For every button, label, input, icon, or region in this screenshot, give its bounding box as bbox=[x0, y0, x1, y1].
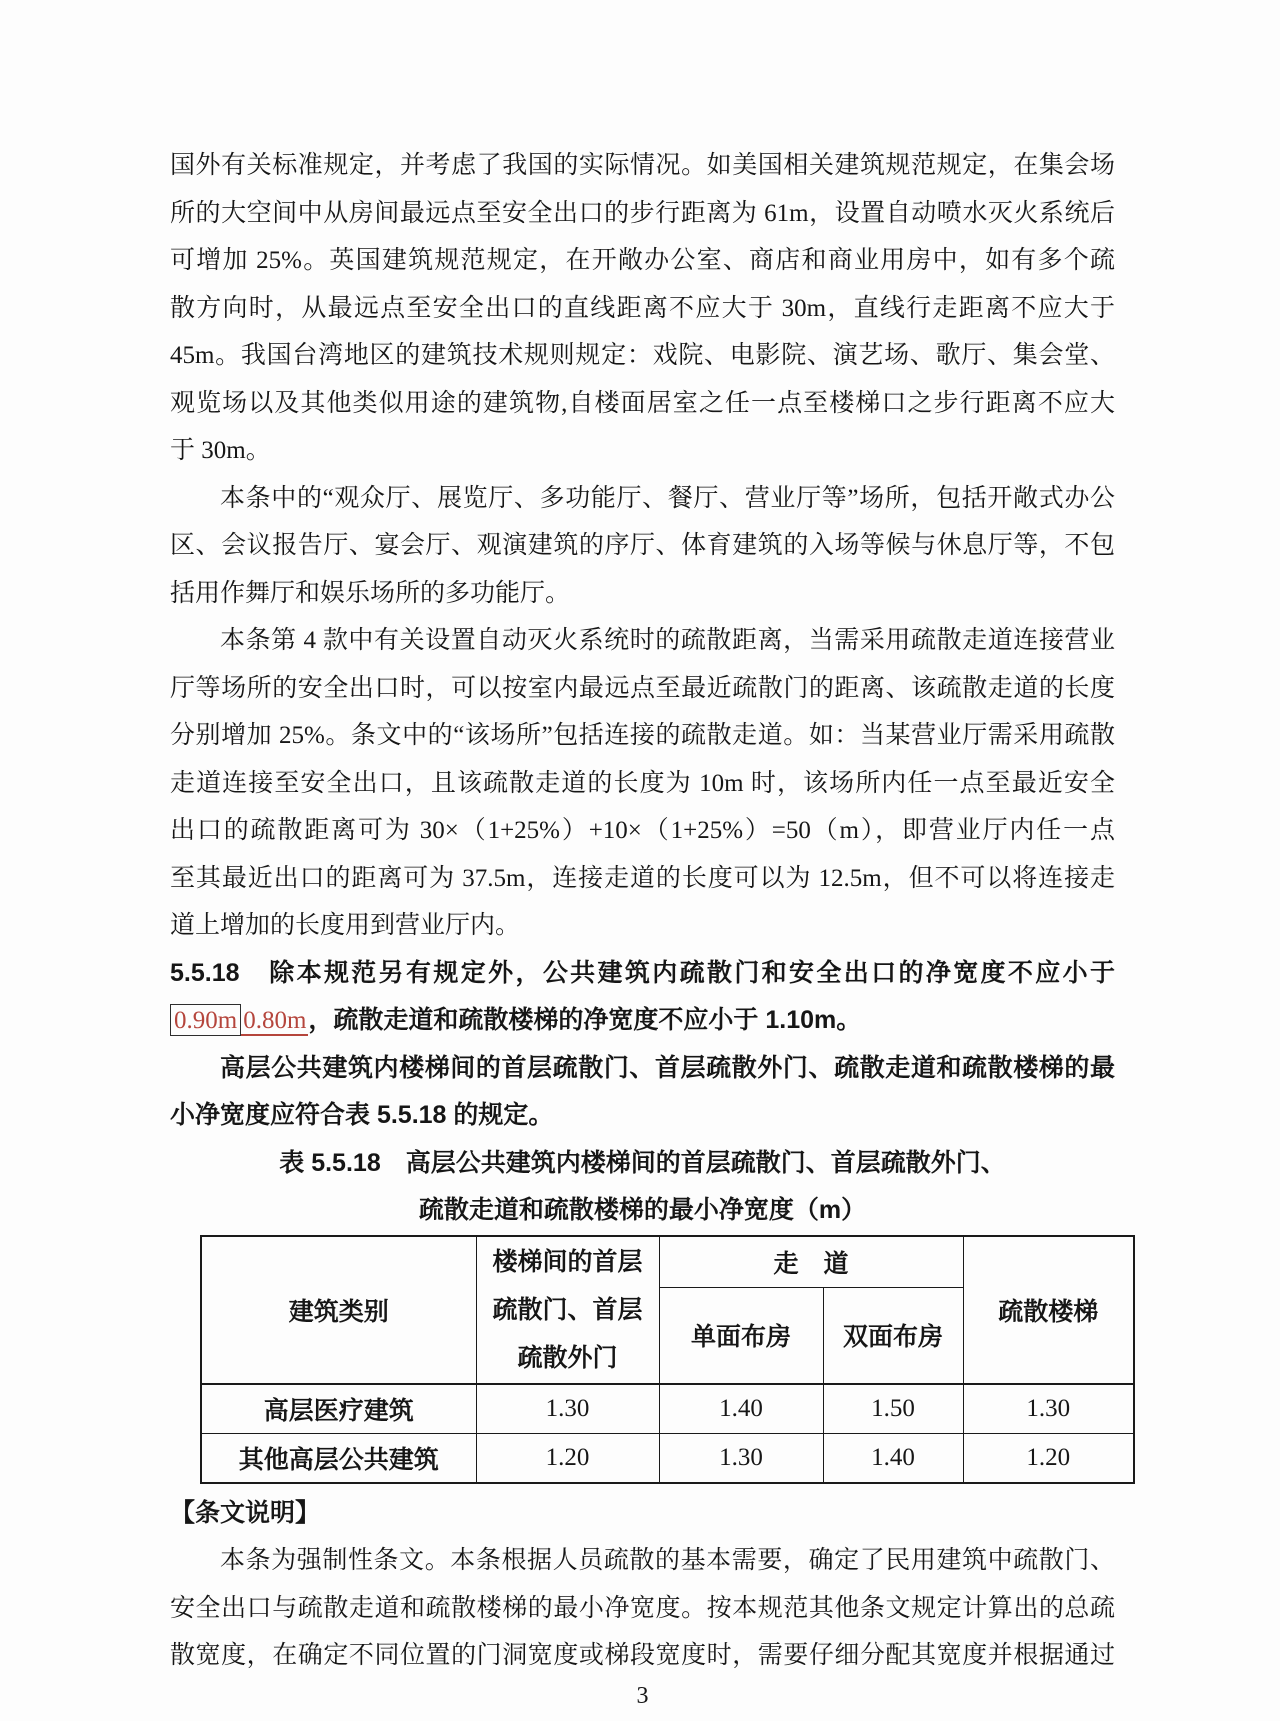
cell-value: 1.20 bbox=[476, 1433, 659, 1483]
text-line: 本条第 4 款中有关设置自动灭火系统时的疏散距离，当需采用疏散走道连接营业 bbox=[220, 627, 1115, 654]
table-row bbox=[201, 1384, 1134, 1434]
table-subtitle: 疏散走道和疏散楼梯的最小净宽度（m） bbox=[418, 1196, 867, 1224]
cell-value: 1.50 bbox=[823, 1384, 963, 1434]
header-corridor: 走 道 bbox=[659, 1236, 963, 1288]
text-line: 至其最近出口的距离可为 37.5m，连接走道的长度可以为 12.5m，但不可以将连接走 bbox=[170, 864, 1115, 892]
row-label: 其他高层公共建筑 bbox=[201, 1433, 476, 1483]
clause-5-5-18-line2 bbox=[170, 997, 1115, 1045]
revised-width-new: 0.90m bbox=[170, 1004, 241, 1036]
header-first-floor-doors bbox=[476, 1236, 659, 1384]
header-doors-line: 疏散门、首层 bbox=[492, 1295, 643, 1324]
cell-value: 1.20 bbox=[963, 1433, 1134, 1483]
table-5-5-18 bbox=[200, 1235, 1135, 1484]
table-row bbox=[201, 1433, 1134, 1483]
text-line: 散方向时，从最远点至安全出口的直线距离不应大于 30m，直线行走距离不应大于 bbox=[170, 294, 1115, 322]
text-line: 国外有关标准规定，并考虑了我国的实际情况。如美国相关建筑规范规定，在集会场 bbox=[170, 152, 1115, 179]
text-line: 可增加 25%。英国建筑规范规定，在开敞办公室、商店和商业用房中，如有多个疏 bbox=[170, 247, 1115, 274]
header-corridor-double: 双面布房 bbox=[823, 1287, 963, 1384]
cell-value: 1.30 bbox=[659, 1433, 823, 1483]
table-note-line: 高层公共建筑内楼梯间的首层疏散门、首层疏散外门、疏散走道和疏散楼梯的最 bbox=[220, 1053, 1115, 1082]
text-line: 所的大空间中从房间最远点至安全出口的步行距离为 61m，设置自动喷水灭火系统后 bbox=[170, 199, 1115, 227]
row-label: 高层医疗建筑 bbox=[201, 1384, 476, 1434]
text-line: 括用作舞厅和娱乐场所的多功能厅。 bbox=[170, 579, 571, 607]
header-building-type: 建筑类别 bbox=[201, 1236, 476, 1384]
header-corridor-single: 单面布房 bbox=[659, 1287, 823, 1384]
clause-5-5-18-line1: 5.5.18 除本规范另有规定外，公共建筑内疏散门和安全出口的净宽度不应小于 bbox=[170, 958, 1115, 987]
text-line: 走道连接至安全出口，且该疏散走道的长度为 10m 时，该场所内任一点至最近安全 bbox=[170, 769, 1115, 797]
cell-value: 1.40 bbox=[823, 1433, 963, 1483]
text-line: 于 30m。 bbox=[170, 437, 271, 464]
clause-line2-text: ，疏散走道和疏散楼梯的净宽度不应小于 1.10m。 bbox=[308, 1006, 862, 1034]
text-line: 出口的疏散距离可为 30×（1+25%）+10×（1+25%）=50（m），即营业厅内任一点 bbox=[170, 817, 1115, 844]
text-line: 观览场以及其他类似用途的建筑物,自楼面居室之任一点至楼梯口之步行距离不应大 bbox=[170, 389, 1115, 417]
text-line: 安全出口与疏散走道和疏散楼梯的最小净宽度。按本规范其他条文规定计算出的总疏 bbox=[170, 1594, 1115, 1622]
header-doors-line: 疏散外门 bbox=[517, 1343, 618, 1372]
text-line: 厅等场所的安全出口时，可以按室内最远点至最近疏散门的距离、该疏散走道的长度 bbox=[170, 674, 1115, 702]
header-doors-line: 楼梯间的首层 bbox=[492, 1247, 643, 1276]
cell-value: 1.30 bbox=[963, 1384, 1134, 1434]
text-line: 散宽度，在确定不同位置的门洞宽度或梯段宽度时，需要仔细分配其宽度并根据通过 bbox=[170, 1642, 1115, 1669]
text-line: 分别增加 25%。条文中的“该场所”包括连接的疏散走道。如：当某营业厅需采用疏散 bbox=[170, 722, 1115, 749]
header-evac-stairs: 疏散楼梯 bbox=[963, 1236, 1134, 1384]
text-line: 45m。我国台湾地区的建筑技术规则规定：戏院、电影院、演艺场、歌厅、集会堂、 bbox=[170, 342, 1115, 369]
table-title: 表 5.5.18 高层公共建筑内楼梯间的首层疏散门、首层疏散外门、 bbox=[279, 1148, 1006, 1177]
text-line: 本条为强制性条文。本条根据人员疏散的基本需要，确定了民用建筑中疏散门、 bbox=[220, 1547, 1115, 1574]
table-note-line: 小净宽度应符合表 5.5.18 的规定。 bbox=[170, 1101, 554, 1129]
cell-value: 1.30 bbox=[476, 1384, 659, 1434]
text-line: 本条中的“观众厅、展览厅、多功能厅、餐厅、营业厅等”场所，包括开敞式办公 bbox=[220, 484, 1115, 512]
cell-value: 1.40 bbox=[659, 1384, 823, 1434]
page-number: 3 bbox=[636, 1682, 649, 1709]
text-line: 道上增加的长度用到营业厅内。 bbox=[170, 912, 521, 939]
revised-width-old: 0.80m bbox=[243, 1007, 307, 1034]
text-line: 区、会议报告厅、宴会厅、观演建筑的序厅、体育建筑的入场等候与休息厅等，不包 bbox=[170, 532, 1115, 559]
page-content bbox=[170, 142, 1115, 1713]
explanation-header: 【条文说明】 bbox=[170, 1498, 321, 1527]
